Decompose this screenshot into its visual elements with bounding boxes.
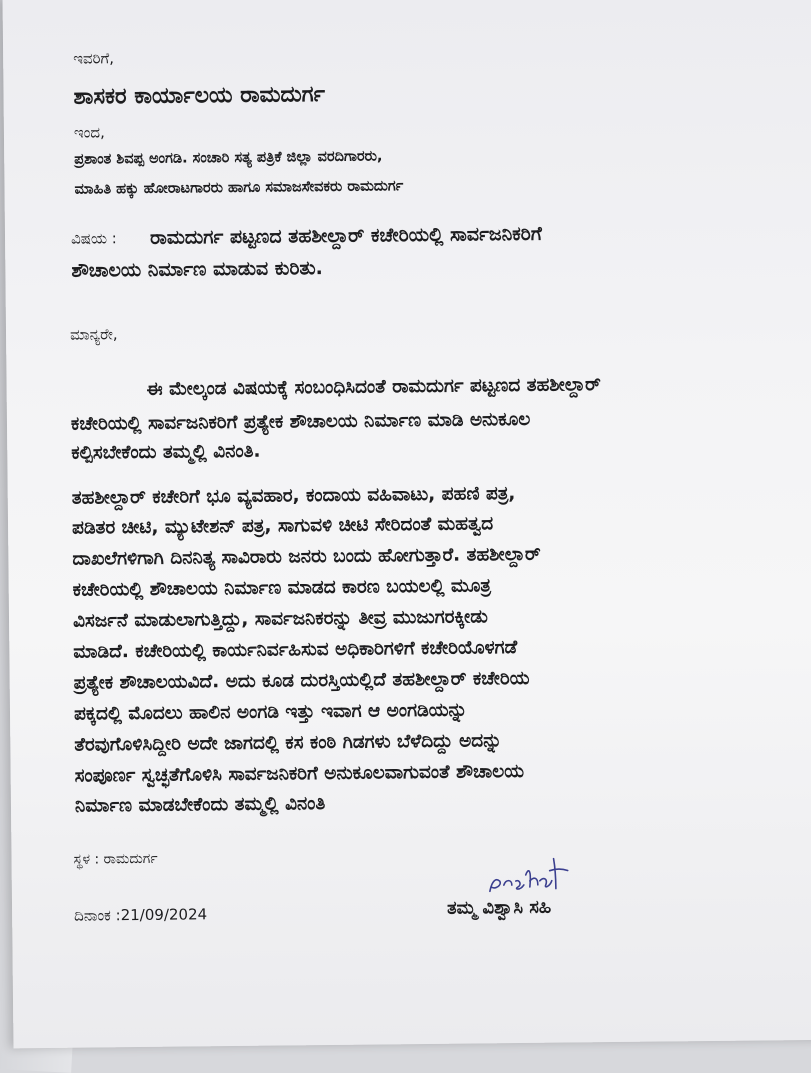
subject-line-1: ರಾಮದುರ್ಗ ಪಟ್ಟಣದ ತಹಶೀಲ್ದಾರ್ ಕಚೇರಿಯಲ್ಲಿ ಸಾರ್ವಜನಿಕರಿಗೆ <box>149 222 542 249</box>
paragraph-2-line: ಪಕ್ಕದಲ್ಲಿ ಮೊದಲು ಹಾಲಿನ ಅಂಗಡಿ ಇತ್ತು ಇವಾಗ ಆ ಅಂಗಡಿಯನ್ನು <box>73 699 468 725</box>
paragraph-2-line: ಸಂಪೂರ್ಣ ಸ್ವಚ್ಛತೆಗೊಳಿಸಿ ಸಾರ್ವಜನಿಕರಿಗೆ ಅನುಕೂಲವಾಗುವಂತೆ ಶೌಚಾಲಯ <box>74 760 525 787</box>
paragraph-1-line: ಕಲ್ಪಿಸಬೇಕೆಂದು ತಮ್ಮಲ್ಲಿ ವಿನಂತಿ. <box>71 440 261 464</box>
subject-label: ವಿಷಯ : <box>70 229 117 248</box>
salutation: ಮಾನ್ಯರೇ, <box>69 325 118 344</box>
paragraph-2-line: ನಿರ್ಮಾಣ ಮಾಡಬೇಕೆಂದು ತಮ್ಮಲ್ಲಿ ವಿನಂತಿ <box>74 793 326 817</box>
paragraph-2-line: ತೆರವುಗೊಳಿಸಿದ್ದೀರಿ ಅದೇ ಜಾಗದಲ್ಲಿ ಕಸ ಕಂಠಿ ಗಿಡಗಳು ಬೆಳೆದಿದ್ದು ಅದನ್ನು <box>74 730 502 756</box>
closing-signature-line: ತಮ್ಮ ವಿಶ್ವಾಸಿ ಸಹಿ <box>446 896 552 919</box>
subject-line-2: ಶೌಚಾಲಯ ನಿರ್ಮಾಣ ಮಾಡುವ ಕುರಿತು. <box>71 257 323 282</box>
paragraph-2-line: ತಹಶೀಲ್ದಾರ್ ಕಚೇರಿಗೆ ಭೂ ವ್ಯವಹಾರ, ಕಂದಾಯ ವಹಿವಾಟು, ಪಹಣಿ ಪತ್ರ, <box>71 483 516 509</box>
signature <box>481 850 602 901</box>
paragraph-2-line: ಮಾಡಿದೆ. ಕಚೇರಿಯಲ್ಲಿ ಕಾರ್ಯನಿರ್ವಹಿಸುವ ಅಧಿಕಾರಿಗಳಿಗೆ ಕಚೇರಿಯೊಳಗಡೆ <box>73 637 518 663</box>
paragraph-2-line: ಪಡಿತರ ಚೀಟಿ, ಮ್ಯುಟೇಶನ್ ಪತ್ರ, ಸಾಗುವಳಿ ಚೀಟಿ ಸೇರಿದಂತೆ ಮಹತ್ವದ <box>71 513 494 539</box>
paragraph-2-line: ದಾಖಲೆಗಳಿಗಾಗಿ ದಿನನಿತ್ಯ ಸಾವಿರಾರು ಜನರು ಬಂದು ಹೋಗುತ್ತಾರೆ. ತಹಶೀಲ್ದಾರ್ <box>72 543 541 570</box>
paragraph-2-line: ವಿಸರ್ಜನೆ ಮಾಡುಲಾಗುತ್ತಿದ್ದು, ಸಾರ್ವಜನಿಕರನ್ನು ತೀವ್ರ ಮುಜುಗರಕ್ಕೀಡು <box>72 606 488 632</box>
place-line: ಸ್ಥಳ : ರಾಮದುರ್ಗ <box>73 850 158 868</box>
sender-line-1: ಪ್ರಶಾಂತ ಶಿವಪ್ಪ ಅಂಗಡಿ. ಸಂಚಾರಿ ಸತ್ಯ ಪತ್ರಿಕೆ ಜಿಲ್ಲಾ ವರದಿಗಾರರು, <box>74 148 383 168</box>
recipient-office: ಶಾಸಕರ ಕಾರ್ಯಾಲಯ ರಾಮದುರ್ಗ <box>73 82 326 110</box>
from-label: ಇಂದ, <box>73 123 105 142</box>
letter-page <box>3 0 811 1048</box>
to-label: ಇವರಿಗೆ, <box>73 49 115 68</box>
paragraph-1-line: ಈ ಮೇಲ್ಕಂಡ ವಿಷಯಕ್ಕೆ ಸಂಬಂಧಿಸಿದಂತೆ ರಾಮದುರ್ಗ ಪಟ್ಟಣದ ತಹಶೀಲ್ದಾರ್ <box>146 374 601 400</box>
paragraph-1-line: ಕಚೇರಿಯಲ್ಲಿ ಸಾರ್ವಜನಿಕರಿಗೆ ಪ್ರತ್ಯೇಕ ಶೌಚಾಲಯ ನಿರ್ಮಾಣ ಮಾಡಿ ಅನುಕೂಲ <box>70 408 531 435</box>
date-line: ದಿನಾಂಕ :21/09/2024 <box>74 905 208 925</box>
sender-line-2: ಮಾಹಿತಿ ಹಕ್ಕು ಹೋರಾಟಗಾರರು ಹಾಗೂ ಸಮಾಜಸೇವಕರು ರಾಮದುರ್ಗ <box>74 178 404 198</box>
paragraph-2-line: ಕಚೇರಿಯಲ್ಲಿ ಶೌಚಾಲಯ ನಿರ್ಮಾಣ ಮಾಡದ ಕಾರಣ ಬಯಲಲ್ಲಿ ಮೂತ್ರ <box>72 575 492 601</box>
paragraph-2-line: ಪ್ರತ್ಯೇಕ ಶೌಚಾಲಯವಿದೆ. ಅದು ಕೂಡ ದುರಸ್ತಿಯಲ್ಲಿದೆ ತಹಶೀಲ್ದಾರ್ ಕಚೇರಿಯ <box>73 667 530 694</box>
